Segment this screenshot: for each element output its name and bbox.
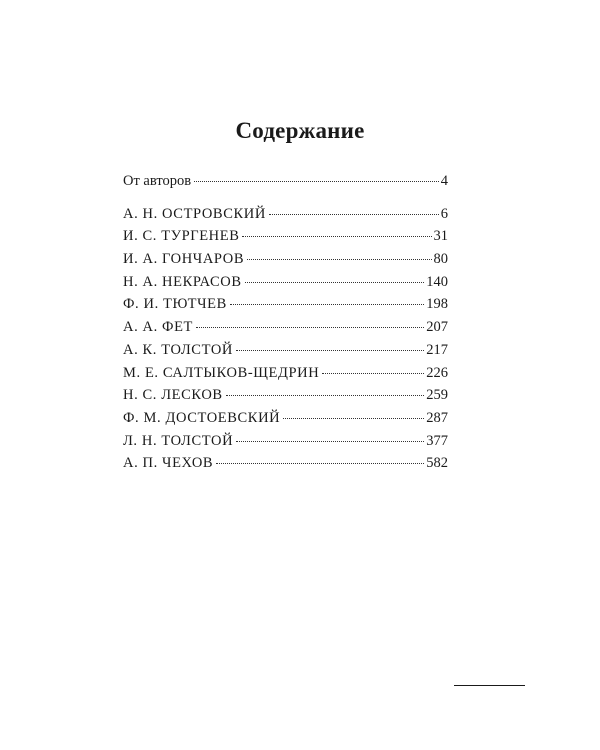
toc-entry: [123, 248, 448, 271]
dot-leader: [322, 362, 424, 377]
toc-entry-label: Н. А. НЕКРАСОВ: [123, 273, 242, 290]
toc-entry: [123, 362, 448, 385]
toc-entry-intro: [123, 170, 448, 193]
toc-entry-page-number: 226: [426, 364, 448, 381]
toc-entry-page-number: 259: [426, 387, 448, 404]
table-of-contents: [123, 170, 448, 475]
toc-entry-label: От авторов: [123, 173, 192, 189]
dot-leader: [269, 203, 439, 218]
dot-leader: [216, 453, 424, 468]
toc-entry-label: Л. Н. ТОЛСТОЙ: [123, 432, 234, 449]
toc-entry-label: Н. С. ЛЕСКОВ: [123, 387, 223, 404]
toc-entry: [123, 339, 448, 362]
footer-rule: [454, 685, 525, 686]
dot-leader: [196, 317, 424, 332]
toc-entry-page-number: 582: [426, 455, 448, 472]
dot-leader: [245, 271, 425, 286]
dot-leader: [242, 226, 431, 241]
toc-entry-page-number: 6: [440, 205, 448, 222]
page-title: Содержание: [235, 118, 365, 143]
dot-leader: [194, 171, 439, 186]
toc-entry-label: Ф. М. ДОСТОЕВСКИЙ: [123, 409, 281, 426]
toc-entry: [123, 203, 448, 226]
toc-entry-page-number: 4: [440, 173, 448, 189]
toc-entry-label: А. А. ФЕТ: [123, 319, 194, 336]
toc-entry: [123, 293, 448, 316]
toc-entry: [123, 452, 448, 475]
dot-leader: [230, 294, 424, 309]
toc-entry: [123, 430, 448, 453]
toc-entry-page-number: 207: [426, 319, 448, 336]
dot-leader: [236, 430, 424, 445]
toc-entry-page-number: 217: [426, 341, 448, 358]
dot-leader: [247, 249, 431, 264]
toc-entry-label: А. П. ЧЕХОВ: [123, 455, 214, 472]
toc-entry-label: А. Н. ОСТРОВСКИЙ: [123, 205, 266, 222]
toc-entry: [123, 407, 448, 430]
toc-entry-label: И. А. ГОНЧАРОВ: [123, 251, 245, 268]
toc-entry: [123, 225, 448, 248]
dot-leader: [236, 339, 424, 354]
toc-entry-page-number: 80: [433, 251, 448, 268]
toc-entry: [123, 271, 448, 294]
toc-entry-label: И. С. ТУРГЕНЕВ: [123, 228, 240, 245]
toc-entry-label: А. К. ТОЛСТОЙ: [123, 341, 233, 358]
toc-entry: [123, 316, 448, 339]
toc-entry-page-number: 140: [426, 273, 448, 290]
toc-entry-page-number: 377: [426, 432, 448, 449]
toc-entry-label: М. Е. САЛТЫКОВ-ЩЕДРИН: [123, 364, 320, 381]
dot-leader: [283, 407, 424, 422]
toc-entry-page-number: 287: [426, 409, 448, 426]
toc-entry-page-number: 198: [426, 296, 448, 313]
toc-entry-page-number: 31: [433, 228, 448, 245]
dot-leader: [226, 385, 425, 400]
toc-entry: [123, 384, 448, 407]
toc-entry-label: Ф. И. ТЮТЧЕВ: [123, 296, 227, 313]
